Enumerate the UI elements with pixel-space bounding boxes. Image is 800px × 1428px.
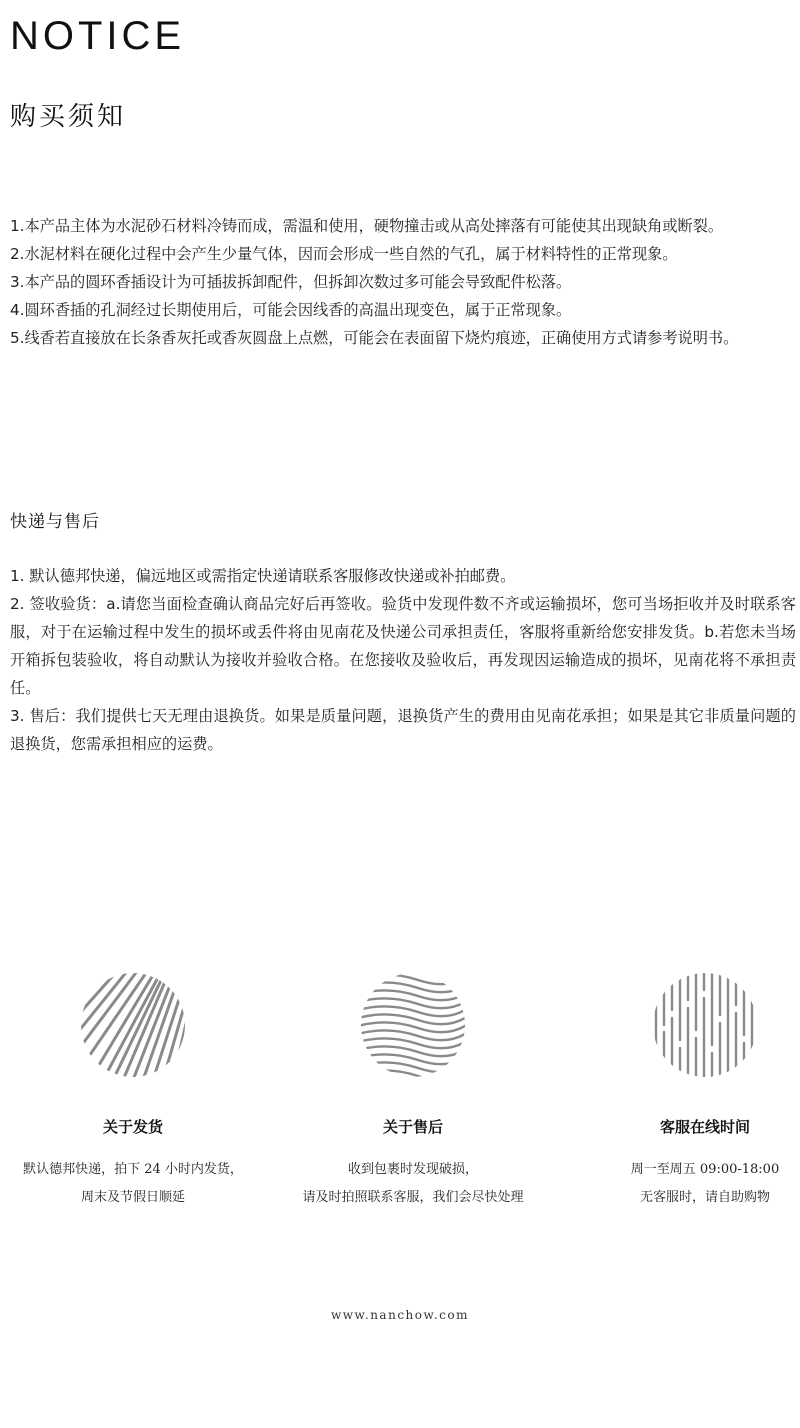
info-line: 无客服时，请自助购物 [639, 1190, 770, 1205]
footer-url[interactable]: www.nanchow.com [331, 1308, 469, 1322]
wave-lines-circle-icon [358, 970, 468, 1080]
info-column-shipping [0, 970, 266, 1212]
notice-title: NOTICE [10, 14, 186, 58]
info-column-after-sales [280, 970, 546, 1212]
notice-item: 2.水泥材料在硬化过程中会产生少量气体，因而会形成一些自然的气孔，属于材料特性的正常现象。 [10, 245, 678, 263]
shipping-item: 3. 售后：我们提供七天无理由退换货。如果是质量问题，退换货产生的费用由见南花承担；如果是其它非质量问题的退换货，您需承担相应的运费。 [10, 707, 796, 753]
notice-subtitle: 购买须知 [10, 102, 127, 132]
info-line: 请及时拍照联系客服，我们会尽快处理 [302, 1190, 524, 1205]
info-line: 周一至周五 09:00-18:00 [630, 1162, 780, 1177]
notice-item: 1.本产品主体为水泥砂石材料冷铸而成，需温和使用，硬物撞击或从高处摔落有可能使其出现缺角或断裂。 [10, 217, 724, 235]
shipping-list [10, 562, 796, 758]
info-line: 周末及节假日顺延 [80, 1190, 185, 1205]
info-column-service-hours [572, 970, 800, 1212]
info-title: 客服在线时间 [659, 1118, 750, 1136]
diagonal-lines-circle-icon [78, 970, 188, 1080]
vertical-lines-circle-icon [650, 970, 760, 1080]
info-line: 收到包裹时发现破损， [347, 1162, 478, 1177]
notice-item: 4.圆环香插的孔洞经过长期使用后，可能会因线香的高温出现变色，属于正常现象。 [10, 301, 572, 319]
shipping-item: 1. 默认德邦快递，偏远地区或需指定快递请联系客服修改快递或补拍邮费。 [10, 567, 516, 585]
info-line: 默认德邦快递，拍下 24 小时内发货， [23, 1162, 243, 1177]
notice-item: 3.本产品的圆环香插设计为可插拔拆卸配件，但拆卸次数过多可能会导致配件松落。 [10, 273, 572, 291]
info-title: 关于发货 [102, 1118, 163, 1136]
info-title: 关于售后 [382, 1118, 443, 1136]
shipping-heading: 快递与售后 [10, 512, 100, 532]
notice-list [10, 212, 800, 352]
shipping-item: 2. 签收验货：a.请您当面检查确认商品完好后再签收。验货中发现件数不齐或运输损坏，您可当场拒收并及时联系客服，对于在运输过程中发生的损坏或丢件将由见南花及快递公司承担责任，客服将重新给您安排发货。b.若您未当场开箱拆包装验收，将自动默认为接收并验收合格。在您接收及验收后，再发现因运输造成的损坏，见南花将不承担责任。 [10, 595, 796, 697]
notice-item: 5.线香若直接放在长条香灰托或香灰圆盘上点燃，可能会在表面留下烧灼痕迹，正确使用方式请参考说明书。 [10, 329, 739, 347]
